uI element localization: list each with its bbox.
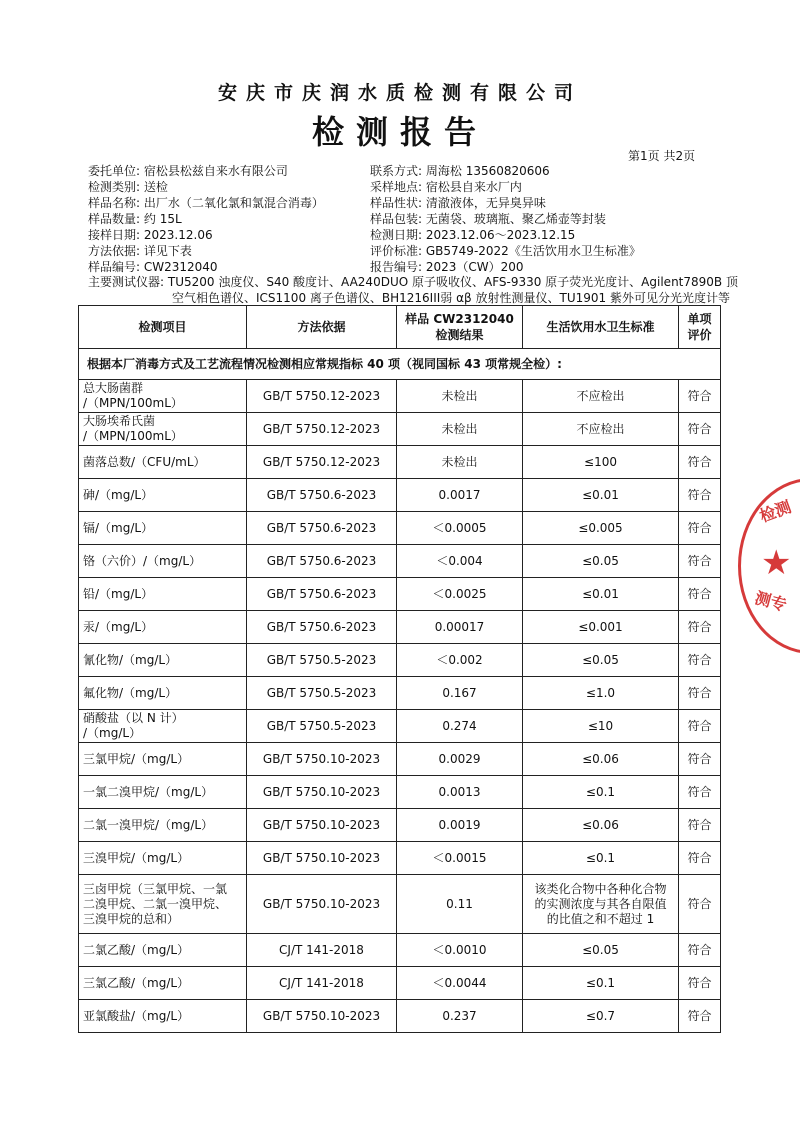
report-title: 检测报告 — [311, 113, 488, 151]
category-value: 送检 — [143, 180, 168, 194]
stamp-text-top: 检测 — [757, 497, 794, 526]
row-result: 0.167 — [397, 677, 523, 710]
row-standard: ≤10 — [523, 710, 679, 743]
sample-nature-label: 样品性状: — [370, 196, 423, 210]
row-result: ＜0.004 — [397, 545, 523, 578]
company-name: 安庆市庆润水质检测有限公司 — [217, 82, 582, 104]
row-method: GB/T 5750.6-2023 — [247, 479, 397, 512]
table-row — [79, 1000, 721, 1033]
row-item: 亚氯酸盐/（mg/L） — [79, 1000, 247, 1033]
row-eval: 符合 — [679, 934, 721, 967]
sample-name-label: 样品名称: — [88, 196, 141, 210]
row-eval: 符合 — [679, 512, 721, 545]
row-method: CJ/T 141-2018 — [247, 967, 397, 1000]
row-result: 0.274 — [397, 710, 523, 743]
stamp-text-bottom: 测专 — [752, 588, 789, 615]
row-method: GB/T 5750.12-2023 — [247, 413, 397, 446]
row-eval: 符合 — [679, 1000, 721, 1033]
row-standard: ≤0.06 — [523, 743, 679, 776]
instruments-text-1: TU5200 浊度仪、S40 酸度计、AA240DUO 原子吸收仪、AFS-9330 原子荧光光度计、Agilent7890B 顶 — [167, 275, 738, 289]
row-eval: 符合 — [679, 875, 721, 934]
seal-stamp — [738, 478, 800, 654]
table-row — [79, 710, 721, 743]
row-item: 三氯乙酸/（mg/L） — [79, 967, 247, 1000]
row-standard: ≤1.0 — [523, 677, 679, 710]
header-result — [397, 306, 523, 349]
row-method: GB/T 5750.6-2023 — [247, 611, 397, 644]
instruments-text-2: 空气相色谱仪、ICS1100 离子色谱仪、BH1216III弱 αβ 放射性测量仪、TU1901 紫外可见分光光度计等 — [172, 291, 730, 305]
row-standard: 该类化合物中各种化合物 的实测浓度与其各自限值 的比值之和不超过 1 — [523, 875, 679, 934]
row-result: 0.0013 — [397, 776, 523, 809]
row-standard: ≤0.06 — [523, 809, 679, 842]
table-row — [79, 446, 721, 479]
table-row — [79, 479, 721, 512]
row-result: 未检出 — [397, 413, 523, 446]
row-item: 硝酸盐（以 N 计） /（mg/L） — [79, 710, 247, 743]
report-no-label: 报告编号: — [370, 260, 423, 274]
row-item: 菌落总数/（CFU/mL） — [79, 446, 247, 479]
header-standard: 生活饮用水卫生标准 — [523, 306, 679, 349]
row-standard: 不应检出 — [523, 413, 679, 446]
row-eval: 符合 — [679, 413, 721, 446]
row-standard: ≤0.1 — [523, 967, 679, 1000]
row-result: 0.0029 — [397, 743, 523, 776]
table-row — [79, 776, 721, 809]
row-method: GB/T 5750.6-2023 — [247, 512, 397, 545]
header-item: 检测项目 — [79, 306, 247, 349]
quantity-value: 约 15L — [143, 212, 182, 226]
row-method: GB/T 5750.12-2023 — [247, 446, 397, 479]
row-item: 总大肠菌群 /（MPN/100mL） — [79, 380, 247, 413]
row-item: 铅/（mg/L） — [79, 578, 247, 611]
row-item: 二氯一溴甲烷/（mg/L） — [79, 809, 247, 842]
row-item: 氰化物/（mg/L） — [79, 644, 247, 677]
row-standard: 不应检出 — [523, 380, 679, 413]
row-result: 0.11 — [397, 875, 523, 934]
header-method: 方法依据 — [247, 306, 397, 349]
sample-no-value: CW2312040 — [143, 260, 218, 274]
row-method: CJ/T 141-2018 — [247, 934, 397, 967]
row-standard: ≤0.01 — [523, 578, 679, 611]
method-value: 详见下表 — [143, 244, 192, 258]
row-method: GB/T 5750.10-2023 — [247, 1000, 397, 1033]
table-row — [79, 545, 721, 578]
client-value: 宿松县松兹自来水有限公司 — [143, 164, 288, 178]
row-eval: 符合 — [679, 380, 721, 413]
row-item: 镉/（mg/L） — [79, 512, 247, 545]
row-item: 三卤甲烷（三氯甲烷、一氯 二溴甲烷、二氯一溴甲烷、 三溴甲烷的总和） — [79, 875, 247, 934]
test-date-label: 检测日期: — [370, 228, 423, 242]
section-row — [79, 349, 721, 380]
table-row — [79, 875, 721, 934]
standard-value: GB5749-2022《生活饮用水卫生标准》 — [425, 244, 641, 258]
row-result: ＜0.0044 — [397, 967, 523, 1000]
report-no-value: 2023（CW）200 — [425, 260, 524, 274]
table-header-row — [79, 306, 721, 349]
row-item: 氟化物/（mg/L） — [79, 677, 247, 710]
row-standard: ≤0.01 — [523, 479, 679, 512]
row-method: GB/T 5750.10-2023 — [247, 776, 397, 809]
row-item: 三溴甲烷/（mg/L） — [79, 842, 247, 875]
results-table — [78, 305, 721, 1033]
site-value: 宿松县自来水厂内 — [425, 180, 522, 194]
table-row — [79, 677, 721, 710]
test-date-value: 2023.12.06～2023.12.15 — [425, 228, 576, 242]
packaging-value: 无菌袋、玻璃瓶、聚乙烯壶等封装 — [425, 212, 606, 226]
table-row — [79, 413, 721, 446]
page-info: 第1页 共2页 — [628, 149, 696, 163]
row-method: GB/T 5750.5-2023 — [247, 644, 397, 677]
row-result: 0.237 — [397, 1000, 523, 1033]
header-result-line2: 检测结果 — [435, 328, 484, 342]
header-result-line1: 样品 CW2312040 — [405, 312, 514, 326]
row-standard: ≤0.001 — [523, 611, 679, 644]
row-result: 0.00017 — [397, 611, 523, 644]
row-standard: ≤0.05 — [523, 545, 679, 578]
row-eval: 符合 — [679, 545, 721, 578]
table-row — [79, 934, 721, 967]
table-row — [79, 380, 721, 413]
received-value: 2023.12.06 — [143, 228, 213, 242]
header-eval-line2: 评价 — [687, 328, 712, 342]
section-title: 根据本厂消毒方式及工艺流程情况检测相应常规指标 40 项（视同国标 43 项常规全检）: — [79, 349, 721, 380]
row-standard: ≤0.05 — [523, 934, 679, 967]
row-eval: 符合 — [679, 479, 721, 512]
table-row — [79, 578, 721, 611]
standard-label: 评价标准: — [370, 244, 423, 258]
row-item: 铬（六价）/（mg/L） — [79, 545, 247, 578]
row-standard: ≤100 — [523, 446, 679, 479]
sample-nature-value: 清澈液体，无异臭异味 — [425, 196, 546, 210]
row-standard: ≤0.7 — [523, 1000, 679, 1033]
row-result: 未检出 — [397, 446, 523, 479]
row-item: 三氯甲烷/（mg/L） — [79, 743, 247, 776]
instruments-line-1 — [88, 274, 738, 290]
row-result: ＜0.0025 — [397, 578, 523, 611]
row-result: ＜0.002 — [397, 644, 523, 677]
row-eval: 符合 — [679, 644, 721, 677]
row-result: 0.0019 — [397, 809, 523, 842]
row-eval: 符合 — [679, 743, 721, 776]
contact-value: 周海松 13560820606 — [425, 164, 550, 178]
row-eval: 符合 — [679, 611, 721, 644]
category-label: 检测类别: — [88, 180, 141, 194]
row-result: ＜0.0010 — [397, 934, 523, 967]
row-result: ＜0.0015 — [397, 842, 523, 875]
table-row — [79, 743, 721, 776]
instruments-label: 主要测试仪器: — [88, 275, 165, 289]
row-eval: 符合 — [679, 842, 721, 875]
sample-no-label: 样品编号: — [88, 260, 141, 274]
row-item: 汞/（mg/L） — [79, 611, 247, 644]
row-method: GB/T 5750.10-2023 — [247, 809, 397, 842]
row-item: 一氯二溴甲烷/（mg/L） — [79, 776, 247, 809]
stamp-star-icon: ★ — [761, 543, 792, 583]
row-item: 大肠埃希氏菌 /（MPN/100mL） — [79, 413, 247, 446]
row-standard: ≤0.1 — [523, 842, 679, 875]
row-eval: 符合 — [679, 710, 721, 743]
row-eval: 符合 — [679, 967, 721, 1000]
row-standard: ≤0.1 — [523, 776, 679, 809]
row-method: GB/T 5750.10-2023 — [247, 743, 397, 776]
row-result: 0.0017 — [397, 479, 523, 512]
client-label: 委托单位: — [88, 164, 141, 178]
quantity-label: 样品数量: — [88, 212, 141, 226]
row-method: GB/T 5750.6-2023 — [247, 578, 397, 611]
row-method: GB/T 5750.5-2023 — [247, 710, 397, 743]
instruments-line-2 — [172, 290, 730, 306]
site-label: 采样地点: — [370, 180, 423, 194]
table-row — [79, 967, 721, 1000]
row-method: GB/T 5750.10-2023 — [247, 842, 397, 875]
table-row — [79, 644, 721, 677]
row-eval: 符合 — [679, 677, 721, 710]
row-eval: 符合 — [679, 809, 721, 842]
row-item: 砷/（mg/L） — [79, 479, 247, 512]
table-row — [79, 611, 721, 644]
contact-label: 联系方式: — [370, 164, 423, 178]
table-row — [79, 512, 721, 545]
header-eval — [679, 306, 721, 349]
row-method: GB/T 5750.12-2023 — [247, 380, 397, 413]
row-standard: ≤0.005 — [523, 512, 679, 545]
table-row — [79, 809, 721, 842]
header-eval-line1: 单项 — [687, 312, 712, 326]
sample-name-value: 出厂水（二氧化氯和氯混合消毒） — [143, 196, 324, 210]
received-label: 接样日期: — [88, 228, 141, 242]
table-row — [79, 842, 721, 875]
row-eval: 符合 — [679, 446, 721, 479]
row-item: 二氯乙酸/（mg/L） — [79, 934, 247, 967]
row-eval: 符合 — [679, 776, 721, 809]
row-method: GB/T 5750.10-2023 — [247, 875, 397, 934]
packaging-label: 样品包装: — [370, 212, 423, 226]
row-result: ＜0.0005 — [397, 512, 523, 545]
row-eval: 符合 — [679, 578, 721, 611]
row-result: 未检出 — [397, 380, 523, 413]
row-method: GB/T 5750.6-2023 — [247, 545, 397, 578]
method-label: 方法依据: — [88, 244, 141, 258]
row-method: GB/T 5750.5-2023 — [247, 677, 397, 710]
row-standard: ≤0.05 — [523, 644, 679, 677]
